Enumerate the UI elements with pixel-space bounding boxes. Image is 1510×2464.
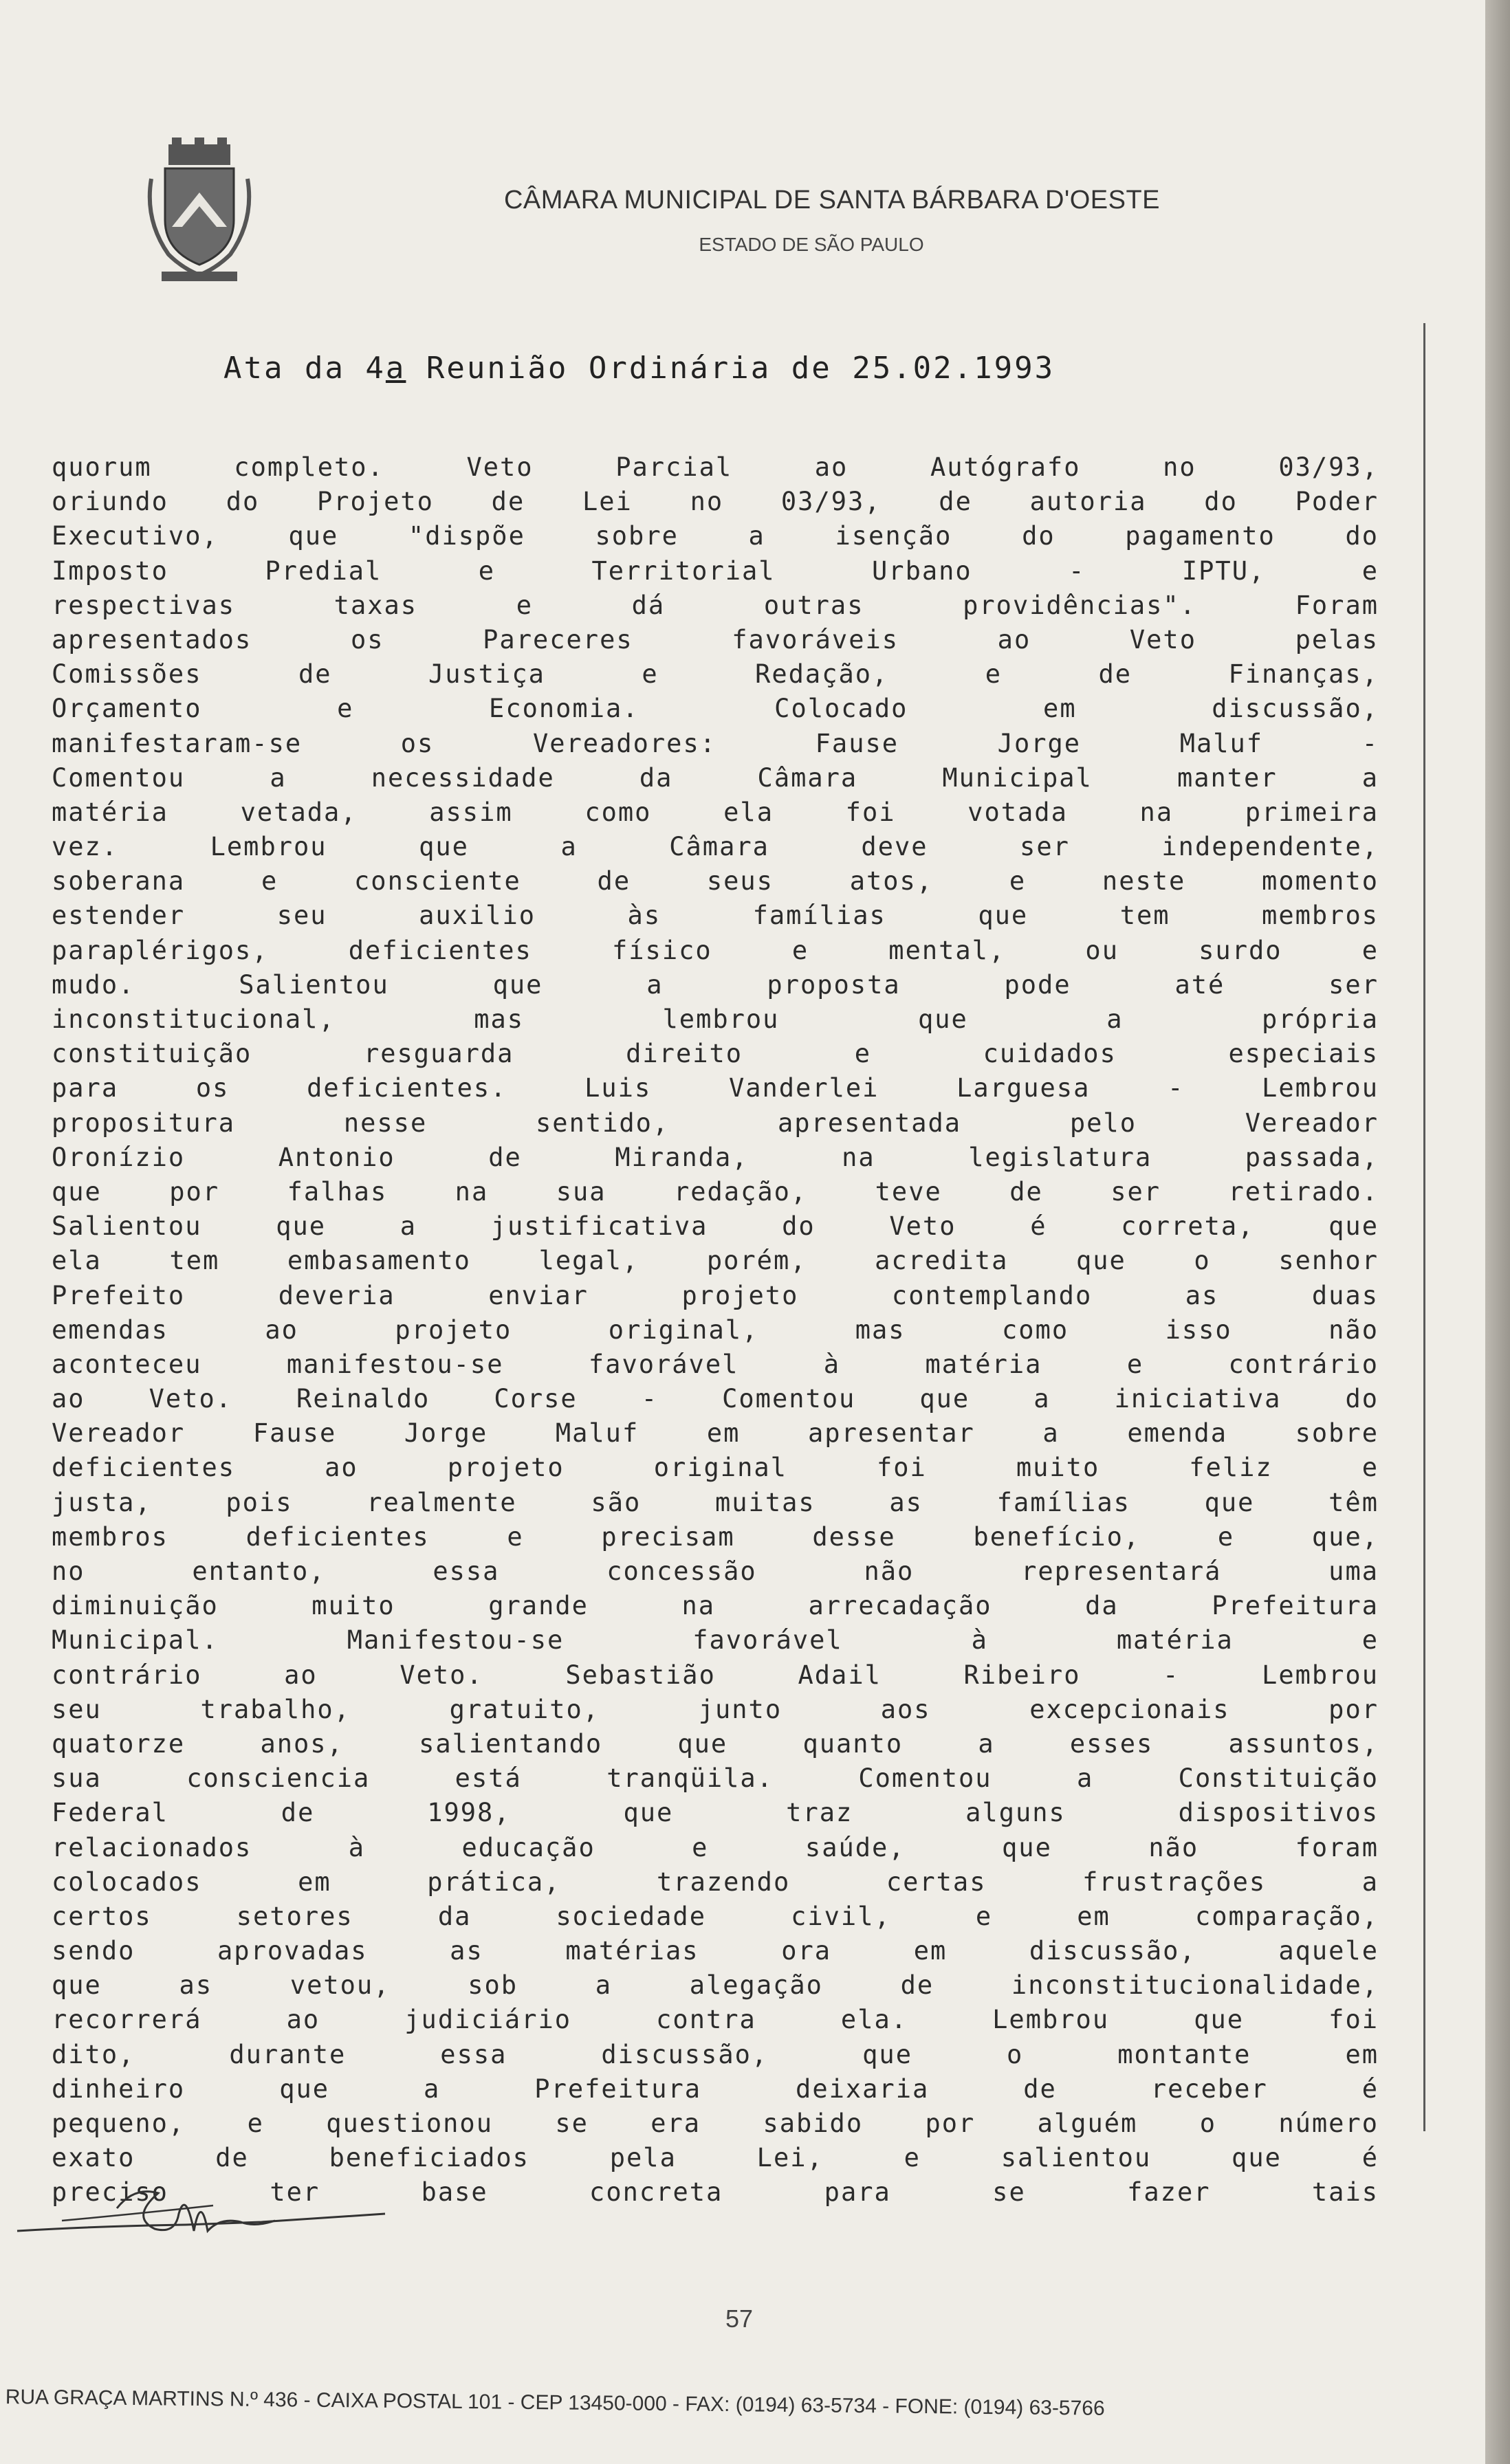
body-line: respectivas taxas e dá outras providências". Foram (52, 590, 1379, 620)
body-line: Oronízio Antonio de Miranda, na legislatura passada, (52, 1142, 1379, 1172)
body-line: seu trabalho, gratuito, junto aos excepcionais por (52, 1694, 1379, 1724)
body-line: sendo aprovadas as matérias ora em discussão, aquele (52, 1936, 1379, 1966)
body-line: matéria vetada, assim como ela foi votada na primeira (52, 797, 1379, 827)
body-line: exato de beneficiados pela Lei, e salientou que é (52, 2143, 1379, 2173)
body-line: Orçamento e Economia. Colocado em discussão, (52, 694, 1379, 724)
body-line: diminuição muito grande na arrecadação da Prefeitura (52, 1591, 1379, 1621)
body-line: que por falhas na sua redação, teve de ser retirado. (52, 1176, 1379, 1207)
body-line: que as vetou, sob a alegação de inconstitucionalidade, (52, 1970, 1379, 2001)
body-line: deficientes ao projeto original foi muito feliz e (52, 1453, 1379, 1483)
body-line: preciso ter base concreta para se fazer tais (52, 2177, 1379, 2208)
body-line: oriundo do Projeto de Lei no 03/93, de autoria do Poder (52, 487, 1379, 517)
minutes-title: Ata da 4a Reunião Ordinária de 25.02.1993 (223, 351, 1055, 386)
body-line: constituição resguarda direito e cuidados especiais (52, 1039, 1379, 1069)
body-line: pequeno, e questionou se era sabido por alguém o número (52, 2109, 1379, 2138)
body-line: relacionados à educação e saúde, que não foram (52, 1832, 1379, 1862)
margin-rule (1423, 323, 1425, 2131)
body-line: justa, pois realmente são muitas as famílias que têm (52, 1487, 1379, 1517)
body-line: propositura nesse sentido, apresentada pelo Vereador (52, 1108, 1379, 1138)
body-line: dito, durante essa discussão, que o montante em (52, 2039, 1379, 2069)
body-line: sua consciencia está tranqüila. Comentou a Constituição (52, 1763, 1379, 1794)
body-line: aconteceu manifestou-se favorável à matéria e contrário (52, 1349, 1379, 1379)
body-line: Federal de 1998, que traz alguns dispositivos (52, 1798, 1379, 1828)
body-line: apresentados os Pareceres favoráveis ao Veto pelas (52, 624, 1379, 654)
body-line: quatorze anos, salientando que quanto a esses assuntos, (52, 1728, 1379, 1759)
body-line: Municipal. Manifestou-se favorável à matéria e (52, 1625, 1379, 1656)
body-line: soberana e consciente de seus atos, e neste momento (52, 866, 1379, 896)
body-line: certos setores da sociedade civil, e em comparação, (52, 1901, 1379, 1931)
state-name: ESTADO DE SÃO PAULO (699, 234, 924, 255)
body-line: paraplérigos, deficientes físico e mental, ou surdo e (52, 935, 1379, 965)
body-line: vez. Lembrou que a Câmara deve ser independente, (52, 832, 1379, 862)
handwritten-signature (14, 2166, 399, 2248)
body-line: recorrerá ao judiciário contra ela. Lembrou que foi (52, 2005, 1379, 2035)
body-line: inconstitucional, mas lembrou que a própria (52, 1004, 1379, 1034)
body-line: Comissões de Justiça e Redação, e de Finanças, (52, 659, 1379, 690)
minutes-body (52, 450, 1379, 2210)
body-line: Salientou que a justificativa do Veto é correta, que (52, 1211, 1379, 1242)
body-line: ao Veto. Reinaldo Corse - Comentou que a iniciativa do (52, 1384, 1379, 1414)
body-line: quorum completo. Veto Parcial ao Autógrafo no 03/93, (52, 452, 1379, 482)
body-line: dinheiro que a Prefeitura deixaria de receber é (52, 2074, 1379, 2104)
body-line: ela tem embasamento legal, porém, acredita que o senhor (52, 1246, 1379, 1276)
institution-name: CÂMARA MUNICIPAL DE SANTA BÁRBARA D'OESTE (503, 186, 1161, 214)
body-line: Vereador Fause Jorge Maluf em apresentar a emenda sobre (52, 1418, 1379, 1449)
body-line: contrário ao Veto. Sebastião Adail Ribeiro - Lembrou (52, 1660, 1379, 1690)
body-line: estender seu auxilio às famílias que tem membros (52, 901, 1379, 931)
body-line: Prefeito deveria enviar projeto contemplando as duas (52, 1280, 1379, 1310)
body-line: colocados em prática, trazendo certas frustrações a (52, 1867, 1379, 1897)
body-line: manifestaram-se os Vereadores: Fause Jorge Maluf - (52, 728, 1379, 758)
body-line: Imposto Predial e Territorial Urbano - IPTU, e (52, 556, 1379, 586)
page-number: 57 (725, 2304, 754, 2333)
body-line: Comentou a necessidade da Câmara Municipal manter a (52, 762, 1379, 793)
page-edge (1485, 0, 1510, 2464)
body-line: para os deficientes. Luis Vanderlei Larguesa - Lembrou (52, 1073, 1379, 1103)
footer-address: RUA GRAÇA MARTINS N.º 436 - CAIXA POSTAL 101 - CEP 13450-000 - FAX: (0194) 63-5734 - FONE: (0194) 63-5766 (5, 2386, 1105, 2420)
body-line: Executivo, que "dispõe sobre a isenção do pagamento do (52, 521, 1379, 551)
body-line: emendas ao projeto original, mas como isso não (52, 1314, 1379, 1345)
body-line: no entanto, essa concessão não representará uma (52, 1556, 1379, 1586)
body-line: membros deficientes e precisam desse benefício, e que, (52, 1521, 1379, 1552)
body-line: mudo. Salientou que a proposta pode até ser (52, 969, 1379, 1000)
